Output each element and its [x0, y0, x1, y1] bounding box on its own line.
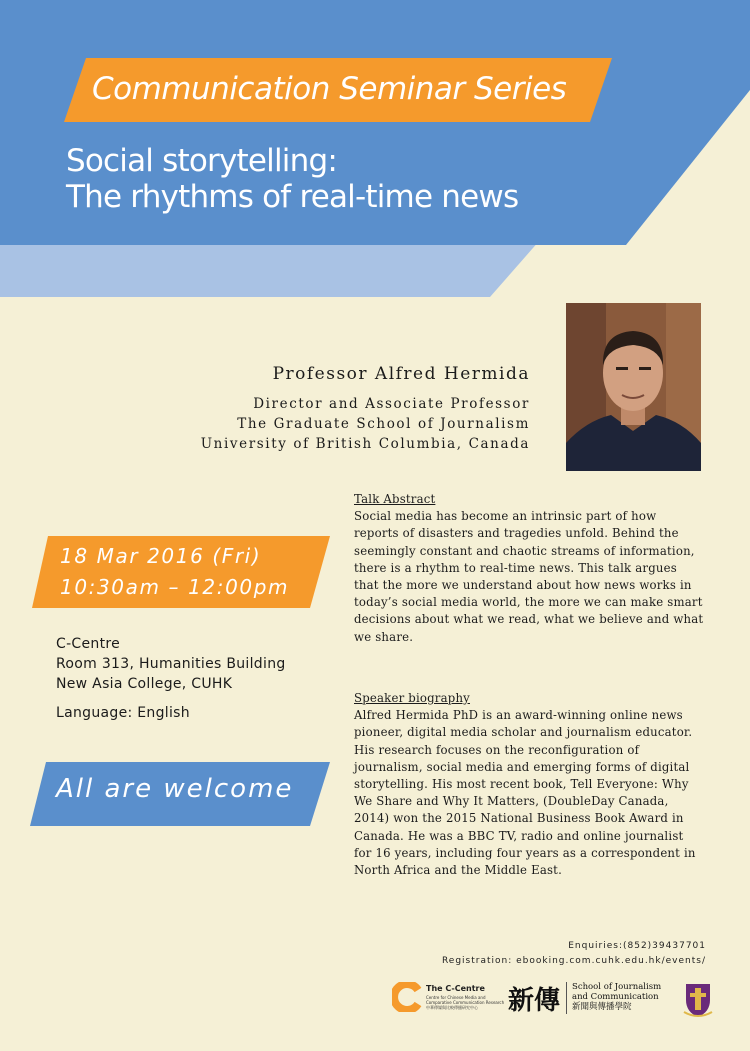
ccentre-subtitle — [426, 995, 504, 1010]
ccentre-name: The C-Centre — [426, 984, 485, 993]
series-title: Communication Seminar Series — [92, 71, 567, 107]
page-title — [66, 143, 706, 215]
ccentre-logo — [392, 982, 512, 1022]
abstract-heading: Talk Abstract — [354, 492, 436, 506]
school-glyph: 新傳 — [508, 986, 561, 1016]
speaker-name: Professor Alfred Hermida — [272, 364, 530, 384]
ccentre-sub-1: Centre for Chinese Media and — [426, 995, 486, 1000]
crest-icon — [682, 980, 714, 1020]
venue-line-1: C-Centre — [56, 636, 121, 652]
speaker-role-3: University of British Columbia, Canada — [200, 436, 530, 452]
speaker-role-2: The Graduate School of Journalism — [237, 416, 530, 432]
biography-heading: Speaker biography — [354, 691, 470, 705]
welcome-message: All are welcome — [56, 774, 294, 804]
ccentre-c-icon — [392, 982, 422, 1012]
speaker-role-1: Director and Associate Professor — [253, 396, 530, 412]
event-date: 18 Mar 2016 (Fri) — [60, 544, 262, 568]
biography-section — [354, 690, 704, 879]
venue-line-3: New Asia College, CUHK — [56, 676, 233, 692]
abstract-section — [354, 491, 704, 646]
university-crest — [682, 980, 714, 1020]
ccentre-cn: 中華傳媒與比較傳播研究中心 — [426, 1005, 478, 1010]
title-line-2: The rhythms of real-time news — [66, 179, 519, 215]
venue-line-2: Room 313, Humanities Building — [56, 656, 286, 672]
school-line-2: and Communication — [572, 992, 659, 1002]
school-cn: 新聞與傳播學院 — [572, 1002, 632, 1012]
registration-link[interactable]: Registration: ebooking.com.cuhk.edu.hk/events/ — [441, 956, 706, 966]
event-time: 10:30am – 12:00pm — [60, 575, 290, 599]
speaker-photo — [566, 303, 701, 471]
language-note: Language: English — [56, 705, 190, 721]
light-blue-band — [0, 240, 540, 297]
title-line-1: Social storytelling: — [66, 143, 337, 179]
enquiries-text: Enquiries:(852)39437701 — [568, 941, 706, 951]
school-logo — [508, 980, 678, 1020]
ccentre-sub-2: Comparative Communication Research — [426, 1000, 505, 1005]
school-line-1: School of Journalism — [572, 982, 662, 992]
venue-block — [56, 634, 286, 694]
school-name — [572, 982, 661, 1012]
biography-text: Alfred Hermida PhD is an award-winning online news pioneer, digital media scholar and journalism educator. His research focuses on the reconfiguration of journalism, social media and emerging forms of digital storytelling. His most recent book, Tell Everyone: Why We Share and Why It Matters, (DoubleDay Canada, 2014) won the 2015 National Business Book Award in Canada. He was a BBC TV, radio and online journalist for 16 years, including four years as a correspondent in North Africa and the Middle East. — [354, 708, 696, 878]
abstract-text: Social media has become an intrinsic part of how reports of disasters and tragedies unfold. Behind the seemingly constant and chaotic streams of information, there is a rhythm to real-time news. This talk argues that the more we understand about how news works in today’s social media world, the more we can make smart decisions about what we read, what we believe and what we share. — [354, 509, 704, 644]
logo-divider — [566, 982, 567, 1014]
